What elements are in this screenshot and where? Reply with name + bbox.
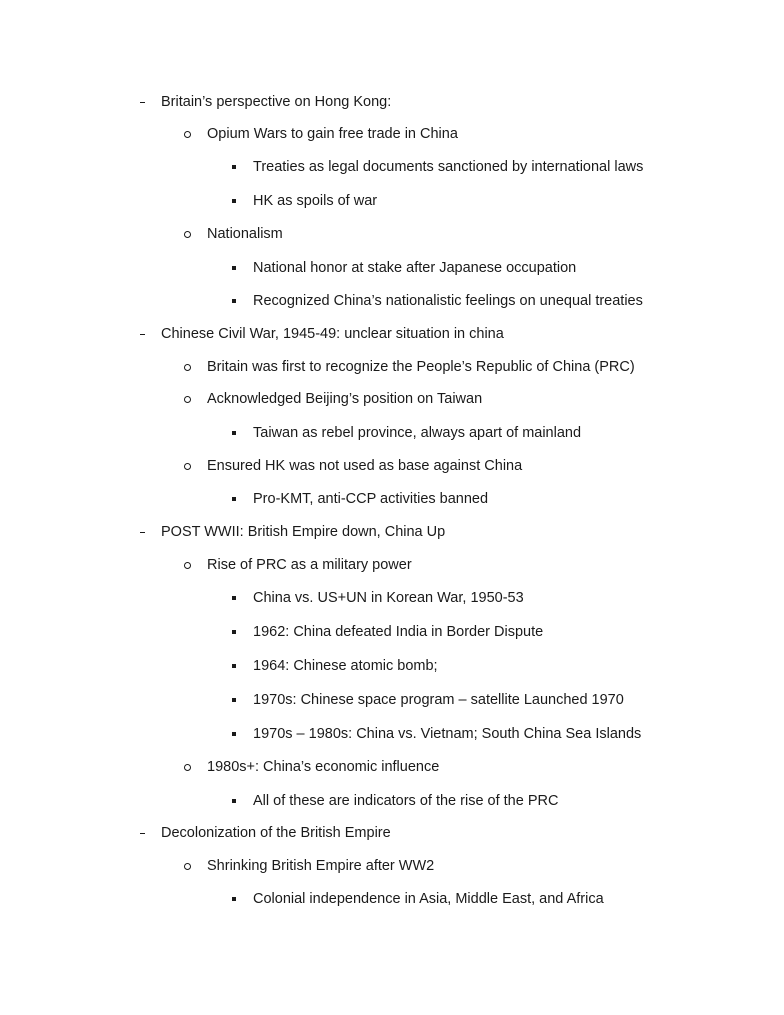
outline-item-level-2 (0, 555, 784, 575)
outline-item-level-2 (0, 856, 784, 876)
square-bullet-icon (224, 889, 244, 909)
circle-bullet-icon (178, 757, 198, 777)
square-bullet-icon (224, 690, 244, 710)
outline-item-level-3 (0, 258, 784, 278)
outline-item-text: Britain was first to recognize the People’s Republic of China (PRC) (207, 359, 635, 375)
outline-item-text: POST WWII: British Empire down, China Up (161, 524, 446, 540)
outline-item-level-1 (0, 324, 784, 344)
outline-item-text: Britain’s perspective on Hong Kong: (161, 94, 392, 110)
square-bullet-icon (224, 258, 244, 278)
outline-item-text: 1970s – 1980s: China vs. Vietnam; South China Sea Islands (253, 726, 642, 742)
outline-item-level-3 (0, 622, 784, 642)
outline-item-level-3 (0, 724, 784, 744)
circle-bullet-icon (178, 856, 198, 876)
circle-bullet-icon (178, 389, 198, 409)
outline-item-level-3 (0, 157, 784, 177)
outline-item-text: Acknowledged Beijing’s position on Taiwan (207, 391, 483, 407)
square-bullet-icon (224, 791, 244, 811)
outline-item-level-3 (0, 588, 784, 608)
dash-bullet-icon (132, 92, 152, 112)
outline-item-text: Decolonization of the British Empire (161, 825, 391, 841)
square-bullet-icon (224, 656, 244, 676)
outline-item-text: Nationalism (207, 226, 283, 242)
square-bullet-icon (224, 489, 244, 509)
outline-item-text: Pro-KMT, anti-CCP activities banned (253, 491, 489, 507)
outline-item-level-2 (0, 357, 784, 377)
outline-item-level-3 (0, 489, 784, 509)
square-bullet-icon (224, 191, 244, 211)
outline-item-text: Shrinking British Empire after WW2 (207, 858, 435, 874)
outline-item-text: HK as spoils of war (253, 193, 378, 209)
outline-item-level-3 (0, 889, 784, 909)
outline-item-text: Chinese Civil War, 1945-49: unclear situation in china (161, 326, 504, 342)
outline-item-level-2 (0, 389, 784, 409)
outline-item-level-2 (0, 456, 784, 476)
outline-item-level-1 (0, 823, 784, 843)
outline-item-text: 1970s: Chinese space program – satellite Launched 1970 (253, 692, 624, 708)
outline-item-level-3 (0, 191, 784, 211)
square-bullet-icon (224, 588, 244, 608)
circle-bullet-icon (178, 224, 198, 244)
outline-item-level-2 (0, 224, 784, 244)
outline-item-text: 1962: China defeated India in Border Dispute (253, 624, 544, 640)
outline-item-text: Colonial independence in Asia, Middle East, and Africa (253, 891, 604, 907)
outline-item-level-3 (0, 656, 784, 676)
outline-item-level-3 (0, 791, 784, 811)
outline-item-level-1 (0, 92, 784, 112)
outline-item-text: National honor at stake after Japanese occupation (253, 260, 577, 276)
outline-item-text: Rise of PRC as a military power (207, 557, 412, 573)
circle-bullet-icon (178, 124, 198, 144)
dash-bullet-icon (132, 823, 152, 843)
square-bullet-icon (224, 157, 244, 177)
outline-item-text: Taiwan as rebel province, always apart of mainland (253, 425, 582, 441)
outline-item-level-1 (0, 522, 784, 542)
outline-item-text: All of these are indicators of the rise of the PRC (253, 793, 559, 809)
dash-bullet-icon (132, 324, 152, 344)
outline-item-text: 1964: Chinese atomic bomb; (253, 658, 438, 674)
outline-item-level-3 (0, 690, 784, 710)
circle-bullet-icon (178, 456, 198, 476)
outline-item-text: Opium Wars to gain free trade in China (207, 126, 458, 142)
square-bullet-icon (224, 622, 244, 642)
circle-bullet-icon (178, 555, 198, 575)
outline-item-text: Ensured HK was not used as base against China (207, 458, 523, 474)
square-bullet-icon (224, 291, 244, 311)
outline-item-text: Recognized China’s nationalistic feelings on unequal treaties (253, 293, 643, 309)
outline-item-text: Treaties as legal documents sanctioned by international laws (253, 159, 644, 175)
square-bullet-icon (224, 724, 244, 744)
dash-bullet-icon (132, 522, 152, 542)
square-bullet-icon (224, 423, 244, 443)
circle-bullet-icon (178, 357, 198, 377)
outline-item-level-2 (0, 124, 784, 144)
outline-item-level-2 (0, 757, 784, 777)
outline-item-text: China vs. US+UN in Korean War, 1950-53 (253, 590, 524, 606)
outline-item-level-3 (0, 291, 784, 311)
outline-item-level-3 (0, 423, 784, 443)
outline-item-text: 1980s+: China’s economic influence (207, 759, 440, 775)
